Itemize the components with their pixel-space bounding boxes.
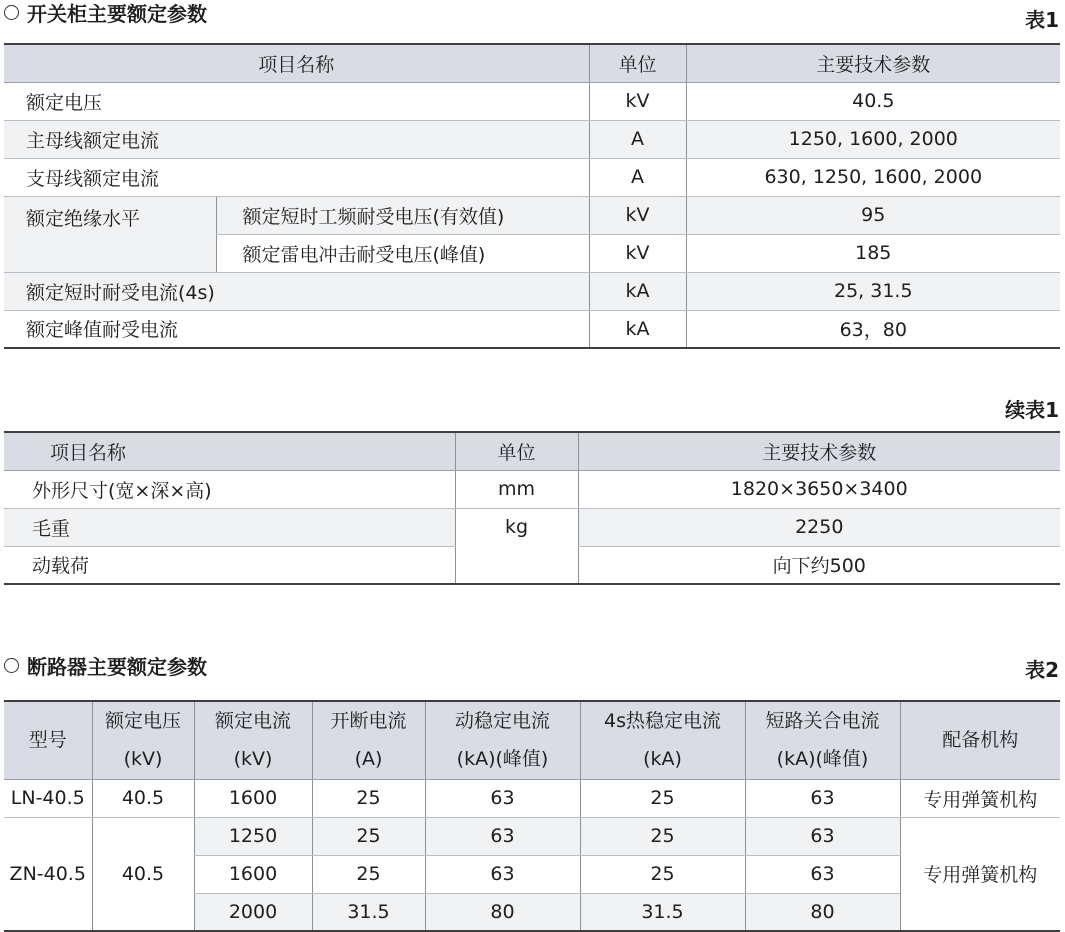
- row-unit: kV: [589, 234, 686, 272]
- cell-dynamic: 63: [425, 779, 580, 817]
- header-label: 动稳定电流: [454, 710, 550, 733]
- section-heading-switchgear: [4, 0, 1059, 32]
- header-unit: (kA)(峰值): [456, 748, 549, 771]
- table-header-row: [4, 432, 1060, 470]
- row-value: 95: [686, 196, 1060, 234]
- header-main-params: 主要技术参数: [578, 432, 1060, 470]
- row-value: 25, 31.5: [686, 272, 1060, 310]
- header-label: 短路关合电流: [765, 710, 880, 733]
- section-title: 断路器主要额定参数: [27, 654, 207, 679]
- table-header-row: [4, 701, 1060, 779]
- table-number: 续表1: [1005, 397, 1059, 422]
- cell-closing: 80: [745, 893, 900, 931]
- header-unit: (A): [354, 748, 383, 771]
- cell-breaking: 25: [312, 855, 425, 893]
- table-row-zn: [4, 817, 1060, 855]
- table-row: [4, 508, 1060, 546]
- header-item-name: 项目名称: [4, 432, 455, 470]
- row-value: 185: [686, 234, 1060, 272]
- cell-voltage: 40.5: [92, 817, 194, 931]
- row-unit: A: [589, 120, 686, 158]
- header-unit: (kA): [643, 748, 682, 771]
- header-label: 型号: [28, 729, 67, 752]
- row-value: 2250: [578, 508, 1060, 546]
- table-row: [4, 470, 1060, 508]
- row-value: 630, 1250, 1600, 2000: [686, 158, 1060, 196]
- header-dynamic-stable-current: [425, 701, 580, 779]
- cell-current: 1600: [194, 855, 312, 893]
- header-unit: (kV): [123, 748, 163, 771]
- header-unit: 单位: [589, 44, 686, 82]
- circle-bullet-icon: [4, 658, 19, 673]
- row-unit: kA: [589, 272, 686, 310]
- row-name: 主母线额定电流: [4, 120, 589, 158]
- row-name: 外形尺寸(宽×深×高): [4, 470, 455, 508]
- header-label: 4s热稳定电流: [604, 710, 721, 733]
- header-unit: (kV): [233, 748, 273, 771]
- cell-thermal: 25: [580, 855, 745, 893]
- row-name: 毛重: [4, 508, 455, 546]
- cell-mechanism: 专用弹簧机构: [900, 817, 1060, 931]
- cell-current: 2000: [194, 893, 312, 931]
- section-title: 开关柜主要额定参数: [27, 1, 207, 26]
- section-heading-breaker: [4, 651, 1059, 682]
- table-row: [4, 158, 1060, 196]
- header-breaking-current: [312, 701, 425, 779]
- cell-model: ZN-40.5: [4, 817, 92, 931]
- row-unit: kV: [589, 82, 686, 120]
- row-name: 额定短时耐受电流(4s): [4, 272, 589, 310]
- table-row: [4, 82, 1060, 120]
- header-model: [4, 701, 92, 779]
- header-main-params: 主要技术参数: [686, 44, 1060, 82]
- cell-dynamic: 80: [425, 893, 580, 931]
- cell-breaking: 25: [312, 779, 425, 817]
- cell-voltage: 40.5: [92, 779, 194, 817]
- cell-closing: 63: [745, 779, 900, 817]
- cell-thermal: 25: [580, 817, 745, 855]
- cell-thermal: 25: [580, 779, 745, 817]
- row-unit: A: [589, 158, 686, 196]
- cell-closing: 63: [745, 855, 900, 893]
- header-rated-current: [194, 701, 312, 779]
- row-unit: kA: [589, 310, 686, 348]
- header-label: 配备机构: [942, 729, 1019, 752]
- table-row: [4, 310, 1060, 348]
- table-number: 表2: [1025, 657, 1059, 682]
- header-thermal-stable-current: [580, 701, 745, 779]
- table-number: 表1: [1025, 7, 1059, 32]
- table-row: [4, 120, 1060, 158]
- header-item-name: 项目名称: [4, 44, 589, 82]
- header-unit: 单位: [455, 432, 578, 470]
- row-unit: mm: [455, 470, 578, 508]
- table-header-row: [4, 44, 1060, 82]
- switchgear-parameters-continued-table: [4, 431, 1060, 585]
- row-name: 额定绝缘水平: [4, 196, 216, 272]
- row-value: 向下约500: [578, 546, 1060, 584]
- header-short-circuit-making-current: [745, 701, 900, 779]
- row-value: 63，80: [686, 310, 1060, 348]
- row-name: 额定电压: [4, 82, 589, 120]
- table-row: [4, 196, 1060, 234]
- circle-bullet-icon: [4, 5, 19, 20]
- cell-dynamic: 63: [425, 855, 580, 893]
- section-heading-continued: [4, 394, 1059, 422]
- header-label: 开断电流: [330, 710, 407, 733]
- table-row-ln: [4, 779, 1060, 817]
- cell-breaking: 31.5: [312, 893, 425, 931]
- switchgear-parameters-table: [4, 43, 1060, 349]
- row-value: 1820×3650×3400: [578, 470, 1060, 508]
- cell-model: LN-40.5: [4, 779, 92, 817]
- header-label: 额定电压: [104, 710, 181, 733]
- cell-current: 1250: [194, 817, 312, 855]
- row-name: 动载荷: [4, 546, 455, 584]
- header-rated-voltage: [92, 701, 194, 779]
- row-value: 1250, 1600, 2000: [686, 120, 1060, 158]
- cell-thermal: 31.5: [580, 893, 745, 931]
- header-mechanism: [900, 701, 1060, 779]
- row-name: 额定峰值耐受电流: [4, 310, 589, 348]
- cell-breaking: 25: [312, 817, 425, 855]
- cell-current: 1600: [194, 779, 312, 817]
- row-subitem: 额定短时工频耐受电压(有效值): [216, 196, 589, 234]
- cell-closing: 63: [745, 817, 900, 855]
- breaker-parameters-table: [4, 700, 1060, 932]
- row-unit: kV: [589, 196, 686, 234]
- table-row: [4, 272, 1060, 310]
- header-unit: (kA)(峰值): [776, 748, 869, 771]
- header-label: 额定电流: [214, 710, 291, 733]
- row-unit: kg: [455, 508, 578, 584]
- row-name: 支母线额定电流: [4, 158, 589, 196]
- cell-mechanism: 专用弹簧机构: [900, 779, 1060, 817]
- row-subitem: 额定雷电冲击耐受电压(峰值): [216, 234, 589, 272]
- cell-dynamic: 63: [425, 817, 580, 855]
- row-value: 40.5: [686, 82, 1060, 120]
